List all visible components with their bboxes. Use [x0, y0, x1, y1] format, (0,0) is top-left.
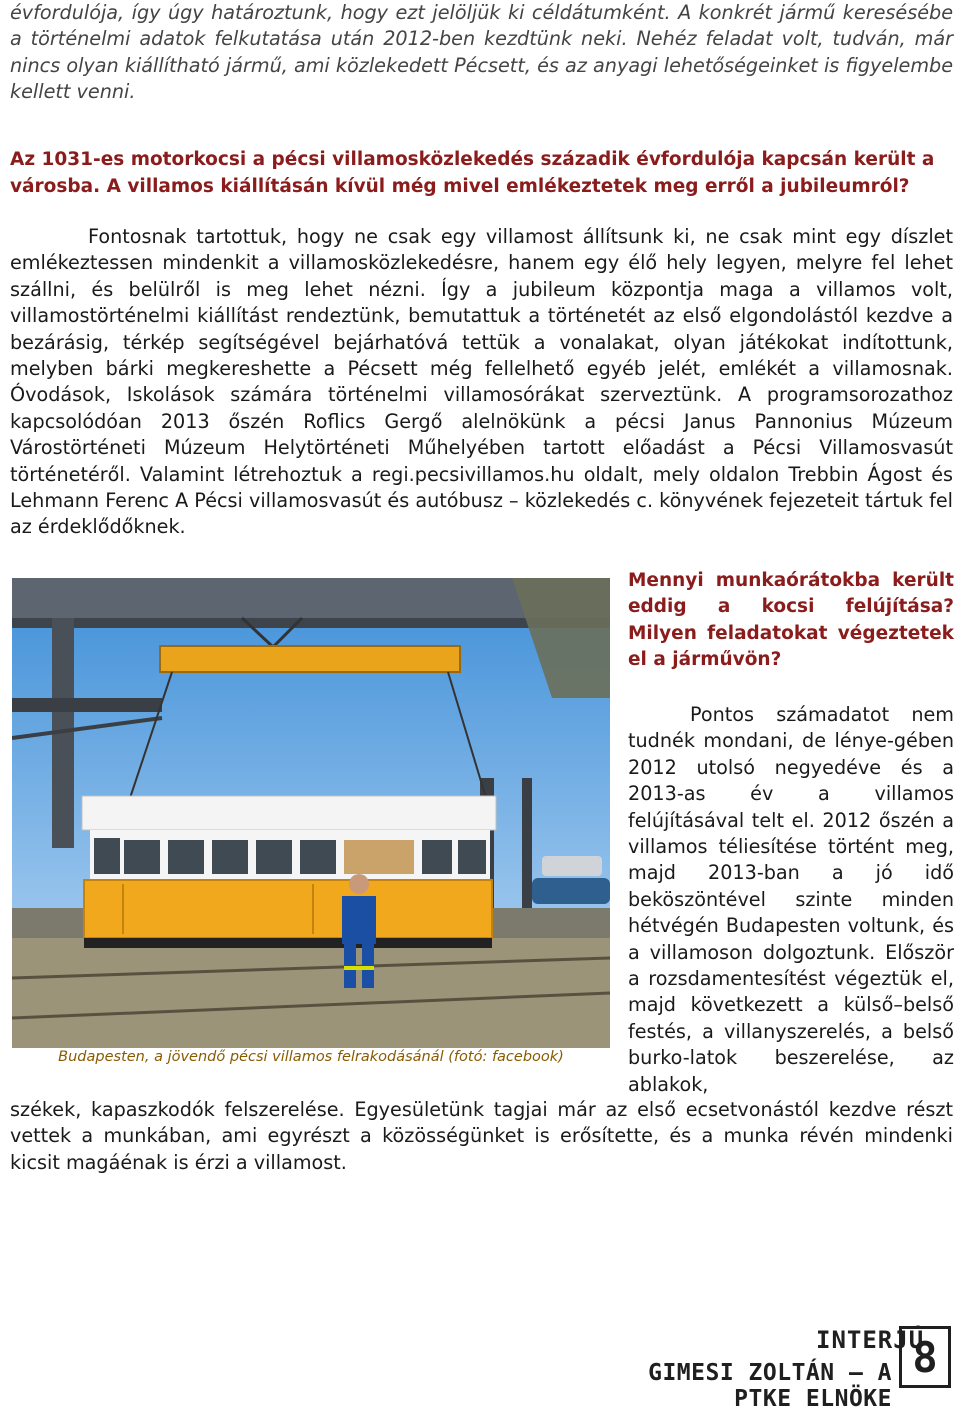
answer-centenary: [10, 224, 953, 541]
intro-paragraph: évfordulója, így úgy határoztunk, hogy ezt jelöljük ki céldátumként. A konkrét jármű keresésébe a történelmi adatok felkutatása után 2012-ben kezdtünk neki. Nehéz feladat volt, tudván, már nincs olyan kiállítható jármű, ami közlekedett Pécsett, és az anyagi lehetőségeinket is figyelembe kellett venni.: [10, 1, 953, 104]
answer-work-continued: székek, kapaszkodók felszerelése. Egyesületünk tagjai már az első ecsetvonástól kezdve részt vettek a munkában, ami egyrészt a közösségünket is erősítette, és a munka révén mindenki kicsit magáénak is érzi a villamost.: [10, 1098, 953, 1174]
answer-work-side: [628, 702, 954, 1098]
question-centenary: Az 1031-es motorkocsi a pécsi villamosközlekedés századik évfordulója kapcsán került a városba. A villamos kiállításán kívül még mivel emlékeztetek meg erről a jubileumról?: [10, 149, 935, 197]
answer-work-side-text: Pontos számadatot nem tudnék mondani, de lénye-gében 2012 utolsó negyedéve és a 2013-as év a villamos felújításával telt el. 2012 őszén a villamos téliesítése történt meg, majd 2013-ban a jó idő beköszöntével szinte minden hétvégén Budapesten voltunk, és a villamoson dolgoztunk. Először a rozsdamentesítést végeztük el, majd következett a külső–belső festés, a villanyszerelés, a belső burko-latok beszerelése, az ablakok,: [628, 703, 954, 1096]
photo-caption: Budapesten, a jövendő pécsi villamos felrakodásánál (fotó: facebook): [58, 1049, 564, 1065]
footer-section-label: INTERJÚ: [816, 1326, 925, 1354]
footer-article-title: GIMESI ZOLTÁN – A PTKE ELNÖKE: [648, 1360, 892, 1412]
tram-photo-figure: [12, 578, 610, 1078]
tram-photo: [12, 578, 610, 1048]
answer-centenary-text: Fontosnak tartottuk, hogy ne csak egy villamost állítsunk ki, ne csak mint egy díszlet emlékeztessen mindenkit a villamosközlekedésre, hanem egy élő hely legyen, melyre fel lehet szállni, és belülről is meg lehet nézni. Így a jubileum központja maga a villamos volt, villamostörténelmi kiállítást rendeztünk, bemutattuk a történetét az első elgondolástól kezdve a bezárásig, térkép segítségével bejárhatóvá tettük a vonalakat, olyan játékokat indítottunk, melyben bárki megkereshette a Pécsett még fellelhető egyéb jelét, emlékét a villamosnak. Óvodások, Iskolások számára történelmi villamosórákat szerveztünk. A programsorozathoz kapcsolódóan 2013 őszén Roflics Gergő alelnökünk a pécsi Janus Pannonius Múzeum Várostörténeti Múzeum Helytörténeti Műhelyében tartott előadást a Pécsi Villamosvasút történetéről. Valamint létrehoztuk a regi.pecsivillamos.hu oldalt, mely oldalon Trebbin Ágost és Lehmann Ferenc A Pécsi villamosvasút és autóbusz – közlekedés c. könyvének fejezeteit tártuk fel az érdeklődőknek.: [10, 225, 953, 539]
question-work-hours: Mennyi munkaórátokba került eddig a kocsi felújítása? Milyen feladatokat végeztetek el a járművön?: [628, 570, 954, 671]
page-number: 8: [899, 1326, 951, 1388]
